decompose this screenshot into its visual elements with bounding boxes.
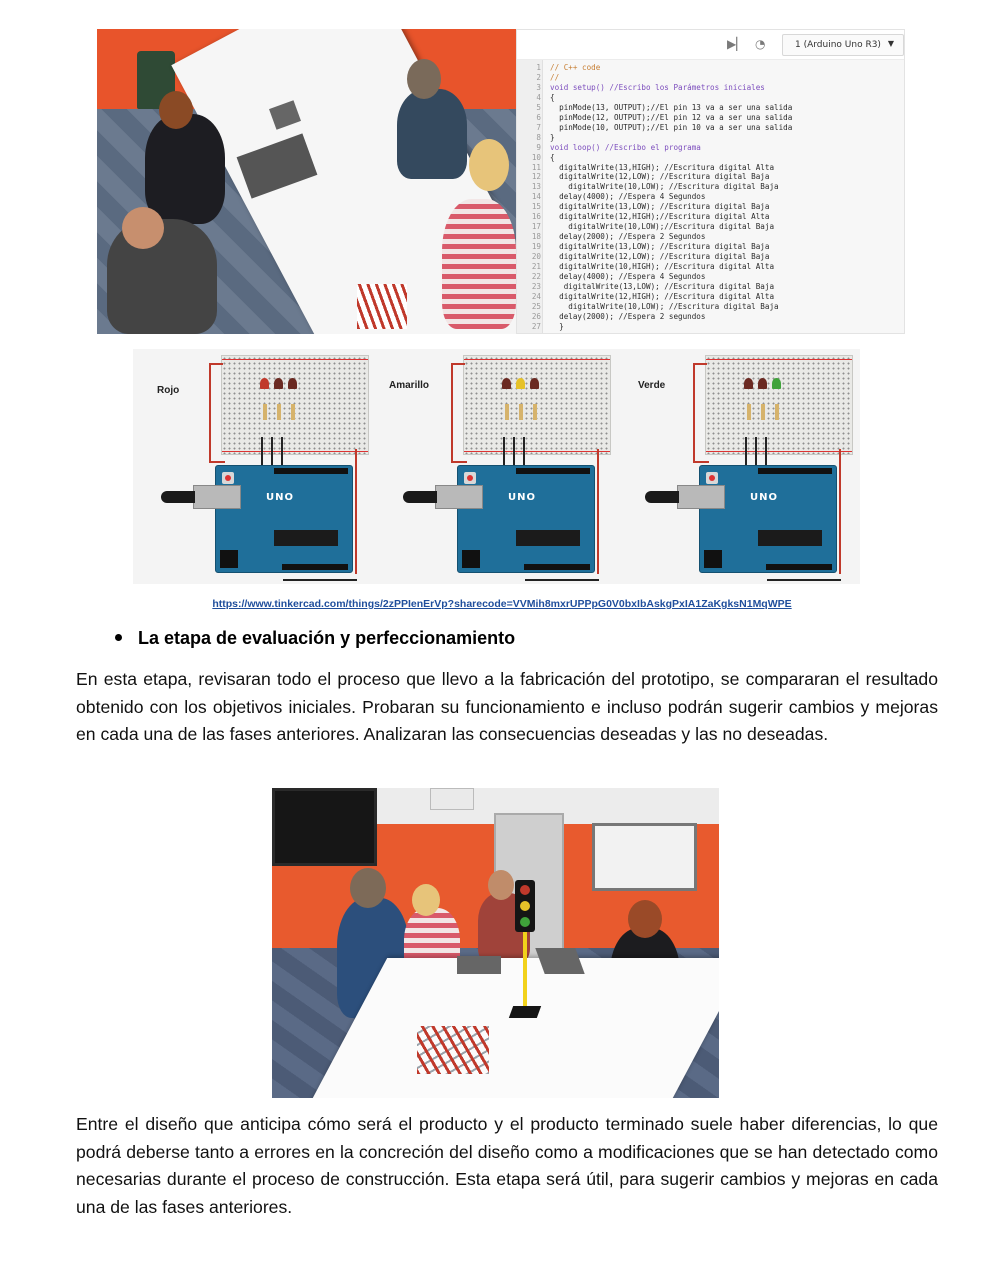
jumper-wire bbox=[261, 437, 263, 465]
jumper-wire bbox=[693, 363, 707, 365]
code-text: } bbox=[550, 321, 564, 331]
breadboard bbox=[463, 355, 611, 455]
jumper-wire bbox=[525, 579, 599, 581]
code-line bbox=[517, 153, 905, 163]
dropdown-caret-icon: ▼ bbox=[887, 39, 894, 48]
usb-connector bbox=[435, 485, 483, 509]
code-line bbox=[517, 302, 905, 312]
line-number: 8 bbox=[536, 132, 541, 142]
code-text: pinMode(13, OUTPUT);//El pin 13 va a ser una salida bbox=[550, 102, 793, 112]
usb-cable bbox=[403, 491, 437, 503]
power-rail bbox=[222, 451, 368, 452]
usb-connector bbox=[193, 485, 241, 509]
board-logo: UNO bbox=[266, 492, 294, 503]
board-header2 bbox=[524, 564, 590, 570]
board-header bbox=[758, 468, 832, 474]
classroom-scene-top-image bbox=[97, 29, 516, 334]
code-line bbox=[517, 232, 905, 242]
code-text: digitalWrite(13,LOW); //Escritura digital Baja bbox=[550, 202, 770, 212]
green-led-icon bbox=[530, 378, 539, 389]
code-text: } bbox=[550, 132, 555, 142]
board-header bbox=[274, 468, 348, 474]
jumper-wire bbox=[271, 437, 273, 465]
code-line bbox=[517, 182, 905, 192]
line-number: 17 bbox=[531, 222, 541, 232]
code-line bbox=[517, 133, 905, 143]
board-reset bbox=[464, 472, 476, 484]
code-line bbox=[517, 252, 905, 262]
board-header2 bbox=[282, 564, 348, 570]
code-line bbox=[517, 282, 905, 292]
resistor-icon bbox=[761, 404, 765, 420]
code-text: digitalWrite(10,LOW);//Escritura digital Baja bbox=[550, 222, 775, 232]
line-number: 20 bbox=[531, 252, 541, 262]
line-number: 7 bbox=[536, 122, 541, 132]
code-text: digitalWrite(10,HIGH); //Escritura digital Alta bbox=[550, 262, 775, 271]
code-line bbox=[517, 63, 905, 73]
tinkercad-link[interactable]: https://www.tinkercad.com/things/2zPPIenErVp?sharecode=VVMih8mxrUPPpG0V0bxIbAskgPxIA1ZaKgksN1MqWPE bbox=[212, 598, 792, 610]
circuit-label: Verde bbox=[638, 380, 666, 391]
jumper-wire bbox=[281, 437, 283, 465]
code-line bbox=[517, 212, 905, 222]
board-reset bbox=[222, 472, 234, 484]
jumper-wire bbox=[355, 449, 357, 574]
hand-tools bbox=[417, 1026, 489, 1074]
code-line bbox=[517, 272, 905, 282]
section-heading bbox=[115, 628, 515, 649]
line-number: 15 bbox=[531, 202, 541, 212]
code-text: delay(4000); //Espera 4 Segundos bbox=[550, 192, 706, 202]
line-number: 12 bbox=[531, 172, 541, 182]
jumper-wire bbox=[513, 437, 515, 465]
resistor-icon bbox=[291, 404, 295, 420]
yellow-led-icon bbox=[758, 378, 767, 389]
power-rail bbox=[706, 359, 852, 360]
line-number: 27 bbox=[531, 321, 541, 331]
code-text: pinMode(10, OUTPUT);//El pin 10 va a ser una salida bbox=[550, 122, 793, 132]
line-number: 16 bbox=[531, 212, 541, 222]
step-icon: ▶▏ bbox=[727, 37, 746, 51]
code-line bbox=[517, 322, 905, 332]
code-text: delay(2000); //Espera 2 Segundos bbox=[550, 232, 706, 242]
line-number: 19 bbox=[531, 242, 541, 252]
line-number: 26 bbox=[531, 311, 541, 321]
code-line bbox=[517, 73, 905, 83]
code-text: delay(4000); //Espera 4 Segundos bbox=[550, 271, 706, 281]
code-line bbox=[517, 163, 905, 173]
student-head bbox=[159, 91, 193, 129]
code-text: digitalWrite(12,HIGH);//Escritura digital Alta bbox=[550, 212, 770, 222]
yellow-light-icon bbox=[520, 901, 530, 911]
red-light-icon bbox=[520, 885, 530, 895]
line-number: 24 bbox=[531, 291, 541, 301]
line-number: 10 bbox=[531, 152, 541, 162]
resistor-icon bbox=[747, 404, 751, 420]
code-text: digitalWrite(13,HIGH); //Escritura digital Alta bbox=[550, 162, 775, 172]
board-header bbox=[516, 468, 590, 474]
green-led-icon bbox=[772, 378, 781, 389]
code-line bbox=[517, 202, 905, 212]
board-chip bbox=[274, 530, 338, 546]
jumper-wire bbox=[755, 437, 757, 465]
jumper-wire bbox=[767, 579, 841, 581]
board-header2 bbox=[766, 564, 832, 570]
jumper-wire bbox=[451, 461, 467, 463]
line-number: 14 bbox=[531, 192, 541, 202]
board-reset bbox=[706, 472, 718, 484]
traffic-light-model bbox=[515, 880, 535, 932]
line-number: 13 bbox=[531, 182, 541, 192]
line-number: 22 bbox=[531, 271, 541, 281]
line-number: 23 bbox=[531, 281, 541, 291]
breadboard bbox=[221, 355, 369, 455]
student-head bbox=[488, 870, 514, 900]
power-rail bbox=[464, 359, 610, 360]
student-head bbox=[412, 884, 440, 916]
code-text: digitalWrite(10,LOW); //Escritura digital Baja bbox=[550, 182, 779, 192]
jumper-wire bbox=[209, 461, 225, 463]
student-head bbox=[407, 59, 441, 99]
resistor-icon bbox=[775, 404, 779, 420]
student-head bbox=[350, 868, 386, 908]
usb-cable bbox=[161, 491, 195, 503]
code-line bbox=[517, 292, 905, 302]
jumper-wire bbox=[523, 437, 525, 465]
line-number: 18 bbox=[531, 232, 541, 242]
code-text: digitalWrite(12,LOW); //Escritura digital Baja bbox=[550, 172, 770, 182]
line-number: 2 bbox=[536, 72, 541, 82]
red-led-icon bbox=[502, 378, 511, 389]
red-led-icon bbox=[260, 378, 269, 389]
jumper-wire bbox=[503, 437, 505, 465]
resistor-icon bbox=[519, 404, 523, 420]
code-area bbox=[517, 60, 905, 334]
code-line bbox=[517, 103, 905, 113]
jumper-wire bbox=[745, 437, 747, 465]
yellow-led-icon bbox=[516, 378, 525, 389]
code-editor-screenshot bbox=[516, 29, 905, 334]
yellow-led-icon bbox=[274, 378, 283, 389]
line-number: 3 bbox=[536, 82, 541, 92]
wall-tv bbox=[272, 788, 377, 866]
code-line bbox=[517, 93, 905, 103]
device-select-label: 1 (Arduino Uno R3) bbox=[795, 40, 881, 50]
arduino-uno-board bbox=[699, 465, 837, 573]
traffic-light-base bbox=[509, 1006, 541, 1018]
paragraph-design-differences: Entre el diseño que anticipa cómo será el producto y el producto terminado suele haber diferencias, lo que podrá deberse tanto a errores en la concreción del diseño como a modificaciones que se han detectado como necesarias durante el proceso de construcción. Esta etapa será útil, para sugerir cambios y mejoras en cada una de las fases anteriores. bbox=[76, 1114, 938, 1217]
jumper-wire bbox=[451, 363, 453, 463]
jumper-wire bbox=[209, 363, 223, 365]
arduino-uno-board bbox=[457, 465, 595, 573]
arduino-uno-board bbox=[215, 465, 353, 573]
code-line bbox=[517, 143, 905, 153]
code-line bbox=[517, 262, 905, 272]
line-number: 21 bbox=[531, 262, 541, 271]
line-number: 1 bbox=[536, 63, 541, 72]
code-text: digitalWrite(12,HIGH); //Escritura digital Alta bbox=[550, 291, 775, 301]
code-text: // C++ code bbox=[550, 63, 601, 72]
line-number: 9 bbox=[536, 142, 541, 152]
circuit-diagram bbox=[617, 349, 859, 584]
student-figure bbox=[397, 89, 467, 179]
air-conditioner bbox=[430, 788, 474, 810]
breadboard bbox=[705, 355, 853, 455]
tinkercad-circuits-image bbox=[133, 349, 860, 584]
resistor-icon bbox=[277, 404, 281, 420]
line-number: 6 bbox=[536, 112, 541, 122]
line-number: 25 bbox=[531, 301, 541, 311]
code-text: delay(2000); //Espera 2 segundos bbox=[550, 311, 706, 321]
code-line bbox=[517, 123, 905, 133]
code-text: // bbox=[550, 72, 560, 82]
board-power bbox=[220, 550, 238, 568]
code-text: void setup() //Escribo los Parámetros iniciales bbox=[550, 82, 765, 92]
student-head bbox=[469, 139, 509, 191]
code-line bbox=[517, 222, 905, 232]
green-light-icon bbox=[520, 917, 530, 927]
traffic-light-pole bbox=[523, 932, 527, 1012]
board-power bbox=[704, 550, 722, 568]
code-line bbox=[517, 312, 905, 322]
power-rail bbox=[222, 359, 368, 360]
code-line bbox=[517, 83, 905, 93]
board-power bbox=[462, 550, 480, 568]
board-logo: UNO bbox=[750, 492, 778, 503]
jumper-wire bbox=[283, 579, 357, 581]
paragraph-evaluation: En esta etapa, revisaran todo el proceso que llevo a la fabricación del prototipo, se compararan el resultado obtenido con los objetivos iniciales. Probaran su funcionamiento e incluso podrán sugerir cambios y mejoras en cada una de las fases anteriores. Analizaran las consecuencias deseadas y las no deseadas. bbox=[76, 669, 938, 744]
board-chip bbox=[516, 530, 580, 546]
jumper-wire bbox=[209, 363, 211, 463]
board-chip bbox=[758, 530, 822, 546]
circuit-diagram bbox=[375, 349, 617, 584]
code-line bbox=[517, 242, 905, 252]
jumper-wire bbox=[693, 363, 695, 463]
screwdriver-set bbox=[357, 284, 407, 329]
jumper-wire bbox=[765, 437, 767, 465]
red-led-icon bbox=[744, 378, 753, 389]
editor-toolbar bbox=[517, 30, 904, 60]
whiteboard bbox=[592, 823, 697, 891]
code-text: pinMode(12, OUTPUT);//El pin 12 va a ser una salida bbox=[550, 112, 793, 122]
code-text: { bbox=[550, 152, 555, 162]
jumper-wire bbox=[451, 363, 465, 365]
section-heading-text: La etapa de evaluación y perfeccionamiento bbox=[138, 628, 516, 648]
jumper-wire bbox=[693, 461, 709, 463]
jumper-wire bbox=[839, 449, 841, 574]
board-logo: UNO bbox=[508, 492, 536, 503]
jumper-wire bbox=[597, 449, 599, 574]
circuit-label: Rojo bbox=[157, 385, 180, 396]
bullet-icon bbox=[115, 634, 122, 641]
code-text: digitalWrite(13,LOW); //Escritura digital Baja bbox=[550, 242, 770, 252]
code-text: digitalWrite(10,LOW); //Escritura digital Baja bbox=[550, 301, 779, 311]
power-rail bbox=[464, 451, 610, 452]
code-line bbox=[517, 172, 905, 182]
circuit-label: Amarillo bbox=[389, 380, 430, 391]
line-number: 5 bbox=[536, 102, 541, 112]
resistor-icon bbox=[533, 404, 537, 420]
student-head bbox=[122, 207, 164, 249]
resistor-icon bbox=[505, 404, 509, 420]
serial-monitor-icon: ◔ bbox=[755, 37, 766, 51]
student-head bbox=[628, 900, 662, 938]
laptop bbox=[457, 956, 501, 974]
line-number: 4 bbox=[536, 92, 541, 102]
code-text: digitalWrite(12,LOW); //Escritura digital Baja bbox=[550, 252, 770, 262]
code-text: { bbox=[550, 92, 555, 102]
usb-cable bbox=[645, 491, 679, 503]
circuit-diagram bbox=[133, 349, 375, 584]
line-number: 11 bbox=[531, 162, 541, 172]
power-rail bbox=[706, 451, 852, 452]
device-select bbox=[782, 34, 904, 56]
student-figure bbox=[442, 199, 516, 329]
green-led-icon bbox=[288, 378, 297, 389]
code-line bbox=[517, 113, 905, 123]
usb-connector bbox=[677, 485, 725, 509]
code-text: digitalWrite(13,LOW); //Escritura digital Baja bbox=[550, 281, 775, 291]
resistor-icon bbox=[263, 404, 267, 420]
code-text: void loop() //Escribo el programa bbox=[550, 142, 701, 152]
student-figure bbox=[145, 114, 225, 224]
classroom-scene-bottom-image bbox=[272, 788, 719, 1098]
code-line bbox=[517, 192, 905, 202]
